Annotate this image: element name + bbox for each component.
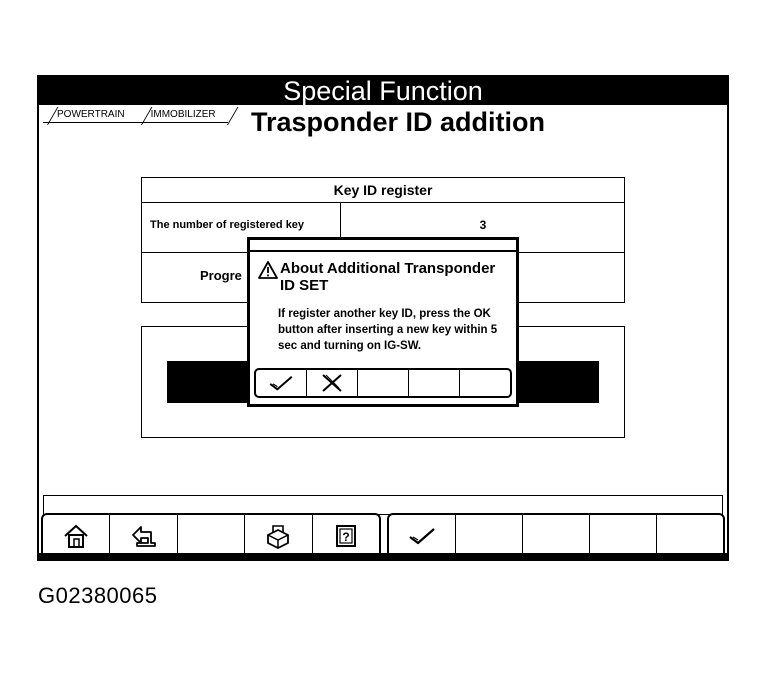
back-button[interactable] [110,515,177,557]
cancel-x-icon [320,373,344,393]
breadcrumb-immobilizer[interactable]: IMMOBILIZER [137,107,228,123]
window-title: Special Function [39,77,727,105]
dialog-blank-button-3[interactable] [460,370,510,396]
bottom-strip [39,553,727,559]
registered-key-label: The number of registered key [150,202,341,252]
dialog-button-bar [254,368,512,398]
toolbar-blank-button[interactable] [178,515,245,557]
back-icon [129,523,159,549]
transponder-dialog [247,237,519,407]
page-title: Trasponder ID addition [251,107,546,137]
home-button[interactable] [43,515,110,557]
dialog-title-text: About Additional Transponder ID SET [280,260,496,294]
figure-id: G02380065 [38,583,158,608]
dialog-message: If register another key ID, press the OK button after inserting a new key within 5 sec and turning on IG-SW. [278,308,498,352]
toolbar-right-blank-2[interactable] [523,515,590,557]
ok-check-icon [267,374,295,392]
breadcrumb [43,107,228,123]
svg-text:?: ? [342,530,350,544]
ok-check-icon [407,526,437,546]
dialog-ok-button[interactable] [256,370,307,396]
dialog-cancel-button[interactable] [307,370,358,396]
progress-label: Progre [200,268,242,283]
status-line [43,495,723,515]
toolbar-right-blank-3[interactable] [590,515,657,557]
warning-icon [258,260,278,280]
toolbar-right-blank-1[interactable] [456,515,523,557]
app-screen [37,75,729,561]
toolbar-right-blank-4[interactable] [657,515,723,557]
dialog-topbar [250,240,516,252]
registered-key-value: 3 [479,218,487,232]
dialog-blank-button-1[interactable] [358,370,409,396]
ok-button[interactable] [389,515,456,557]
print-icon [264,523,292,549]
home-icon [62,523,90,549]
help-button[interactable] [313,515,379,557]
print-button[interactable] [245,515,312,557]
help-icon [333,523,359,549]
breadcrumb-powertrain[interactable]: POWERTRAIN [43,107,137,123]
panel-title: Key ID register [142,178,624,203]
dialog-title [258,260,514,294]
dialog-blank-button-2[interactable] [409,370,460,396]
